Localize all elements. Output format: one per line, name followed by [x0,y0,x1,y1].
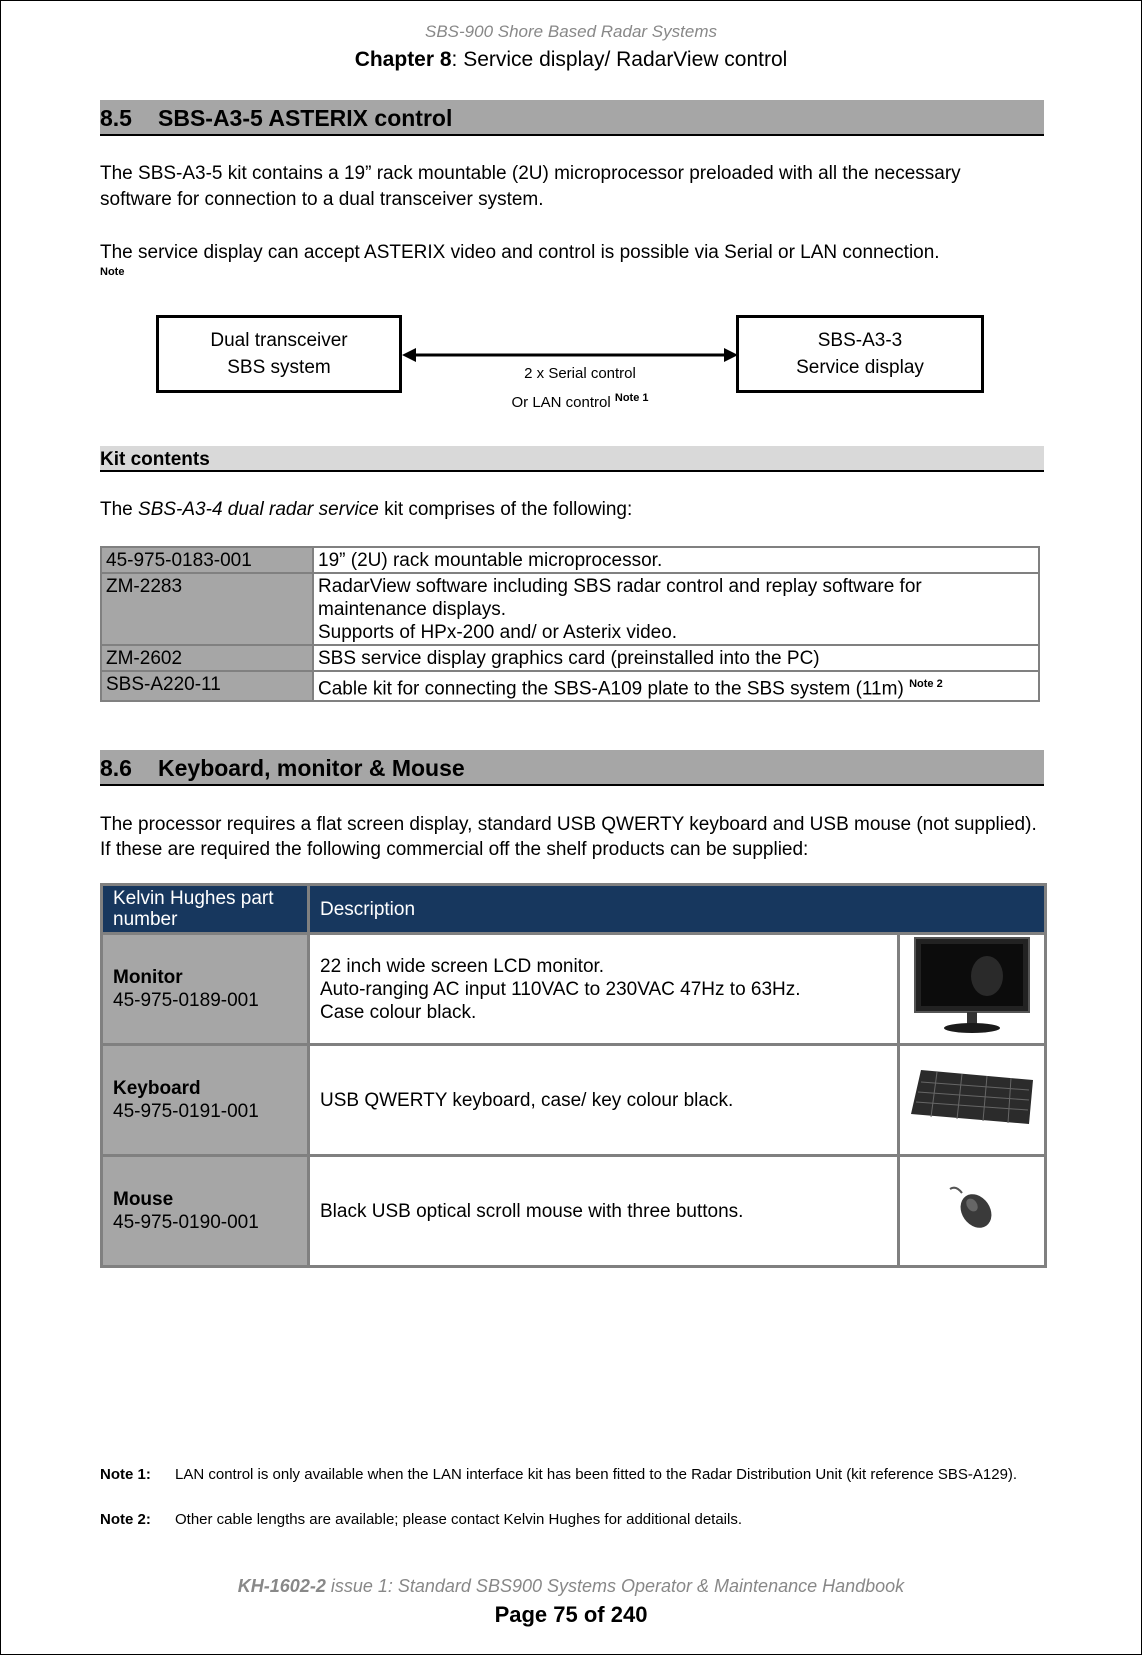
chapter-name: : Service display/ RadarView control [451,48,788,71]
description-cell: USB QWERTY keyboard, case/ key colour black. [309,1045,899,1156]
footnote-label: Note 2: [100,1511,151,1528]
part-number: 45-975-0190-001 [113,1212,259,1233]
footnote-text: Other cable lengths are available; please contact Kelvin Hughes for additional details. [175,1511,743,1528]
table-row [102,1156,1046,1267]
table-row [101,547,1039,573]
description-cell: Black USB optical scroll mouse with three buttons. [309,1156,899,1267]
section-8-5-heading [100,100,1044,136]
box-line: SBS-A3-3 [817,330,903,351]
kit-contents-table [100,546,1040,702]
part-code: 45-975-0183-001 [101,547,313,573]
part-number: 45-975-0189-001 [113,990,259,1011]
mouse-image [899,1156,1046,1267]
section-8-6-heading [100,750,1044,786]
table-row [101,573,1039,645]
column-header: Kelvin Hughes part number [102,885,309,934]
description-cell: 22 inch wide screen LCD monitor. Auto-ranging AC input 110VAC to 230VAC 47Hz to 63Hz. Case colour black. [309,934,899,1045]
link-label [480,362,680,415]
part-description: Cable kit for connecting the SBS-A109 plate to the SBS system (11m) $^{Note 2}$ [313,671,1039,701]
cots-products-table [100,883,1047,1268]
part-code: ZM-2283 [101,573,313,645]
product-name: Monitor [113,967,183,988]
footnote [100,1464,1044,1508]
running-header: SBS-900 Shore Based Radar Systems [425,22,717,41]
table-row [101,671,1039,701]
service-display-box [736,315,984,393]
link-line: Or LAN control $^{Note 1}$ [511,392,649,411]
table-row [101,645,1039,671]
kit-intro: The SBS-A3-4 dual radar service kit comprises of the following: [100,499,633,520]
subsection-title: Kit contents [100,449,210,470]
part-description: 19” (2U) rack mountable microprocessor. [313,547,1039,573]
footnote [100,1509,1044,1531]
section-title: Keyboard, monitor & Mouse [158,755,465,781]
monitor-image [899,934,1046,1045]
part-cell [102,1045,309,1156]
footnote-text: LAN control is only available when the LAN interface kit has been fitted to the Radar Distribution Unit (kit reference SBS-A129). [175,1466,1018,1483]
column-header: Description [309,885,1046,934]
part-description: RadarView software including SBS radar control and replay software for maintenance displays. Supports of HPx-200 and/ or Asterix video. [313,573,1039,645]
document-reference: KH-1602-2 issue 1: Standard SBS900 Systems Operator & Maintenance Handbook [237,1576,905,1596]
page-number: Page 75 of 240 [494,1602,648,1627]
table-row [102,934,1046,1045]
paragraph: The SBS-A3-5 kit contains a 19” rack mountable (2U) microprocessor preloaded with all the necessary software for connection to a dual transceiver system. [100,163,961,210]
part-description: SBS service display graphics card (preinstalled into the PC) [313,645,1039,671]
note-ref: Note 2 [909,678,943,690]
footnote-label: Note 1: [100,1466,151,1483]
table-row [102,1045,1046,1156]
paragraph: The service display can accept ASTERIX video and control is possible via Serial or LAN connection. [100,242,940,263]
part-cell [102,934,309,1045]
keyboard-icon [907,1062,1037,1132]
part-cell [102,1156,309,1267]
box-line: Service display [796,357,924,378]
keyboard-image [899,1045,1046,1156]
chapter-title [0,48,1142,72]
note-ref: Note 1 [614,392,649,404]
section-title: SBS-A3-5 ASTERIX control [158,105,453,131]
paragraph: The processor requires a flat screen display, standard USB QWERTY keyboard and USB mouse (not supplied). If these are required the following commercial off the shelf products can be supplied: [100,814,1037,860]
box-line: SBS system [227,357,331,378]
table-header-row [102,885,1046,934]
dual-transceiver-box [156,315,402,393]
section-number: 8.5 [100,105,132,131]
monitor-icon [907,936,1037,1036]
product-name: Mouse [113,1189,174,1210]
link-line: 2 x Serial control [524,365,636,382]
chapter-number: Chapter 8 [354,48,452,71]
kit-name: SBS-A3-4 dual radar service [138,499,379,520]
box-line: Dual transceiver [210,330,348,351]
mouse-icon [942,1183,1002,1233]
note-label: Note [100,266,125,278]
kit-contents-heading [100,446,1044,472]
part-code: SBS-A220-11 [101,671,313,701]
section-number: 8.6 [100,755,132,781]
product-name: Keyboard [113,1078,201,1099]
part-number: 45-975-0191-001 [113,1101,259,1122]
part-code: ZM-2602 [101,645,313,671]
